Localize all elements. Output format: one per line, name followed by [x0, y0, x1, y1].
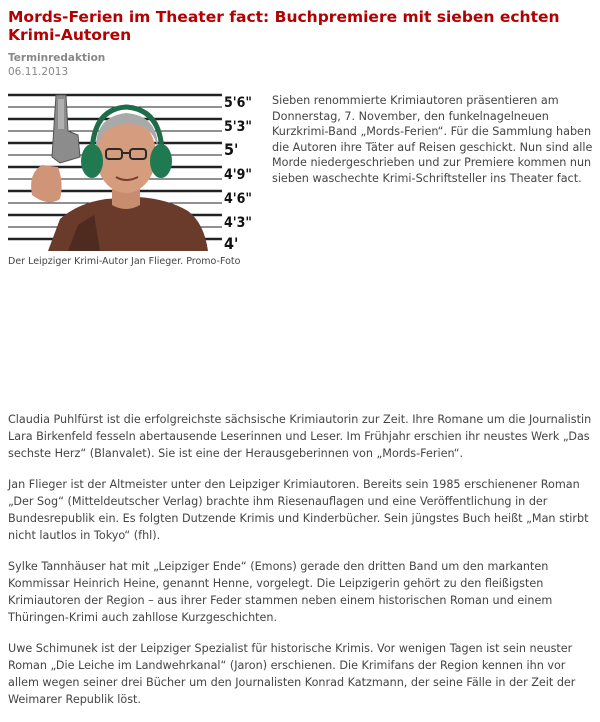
height-mark: 4'9": [224, 167, 252, 183]
article-headline: Mords-Ferien im Theater fact: Buchpremiere mit sieben echten Krimi-Autoren: [8, 8, 560, 44]
height-marks: [224, 95, 252, 251]
headphone-left-cup: [81, 144, 103, 178]
article-date: 06.11.2013: [8, 66, 69, 78]
article-paragraph: Uwe Schimunek ist der Leipziger Spezialist für historische Krimis. Vor wenigen Tagen ist sein neuster Roman „Die Leiche im Landwehrkanal“ (Jaron) erschienen. Die Krimifans der Region kennen ihn vor allem wegen seiner drei Bücher um den Journalisten Konrad Katzmann, der seine Fälle in der Zeit der Weimarer Republik löst.: [8, 642, 576, 706]
pistol-barrel: [58, 99, 64, 129]
height-mark: 4': [224, 234, 239, 251]
headphone-right-cup: [150, 144, 172, 178]
article-intro-text: Sieben renommierte Krimiautoren präsentieren am Donnerstag, 7. November, den funkelnagelneuen Kurzkrimi-Band „Mords-Ferien“. Für die Sammlung haben die Autoren ihre Täter auf Reisen geschickt. Nun sind alle Morde niedergeschrieben und zur Premiere kommen nun sieben waschechte Krimi-Schriftsteller ins Theater fact.: [272, 94, 593, 185]
height-mark: 4'6": [224, 191, 252, 207]
height-mark: 5'6": [224, 95, 252, 111]
height-mark: 5': [224, 140, 239, 159]
article: [8, 8, 592, 722]
article-paragraph: Jan Flieger ist der Altmeister unter den Leipziger Krimiautoren. Bereits sein 1985 erschienener Roman „Der Sog“ (Mitteldeutscher Verlag) brachte ihm Riesenauflagen und eine Veröffentlichung in der Bundesrepublik ein. Es folgten Dutzende Krimis und Kinderbücher. Sein jüngstes Buch heißt „Man stirbt nicht lautlos in Tokyo“ (fhl).: [8, 478, 589, 542]
article-paragraph: Sylke Tannhäuser hat mit „Leipziger Ende“ (Emons) gerade den dritten Band um den markanten Kommissar Heinrich Heine, genannt Henne, vorgelegt. Die Leipzigerin gehört zu den fleißigsten Krimiautoren der Region – aus ihrer Feder stammen neben einem historischen Roman und einem Thüringen-Krimi auch zahllose Kurzgeschichten.: [8, 560, 553, 624]
author-photo-figure: [8, 91, 258, 268]
author-photo[interactable]: [8, 91, 258, 251]
lineup-photo-illustration: [8, 91, 258, 251]
article-intro-section: [8, 91, 592, 291]
article-body: [8, 411, 592, 708]
height-mark: 5'3": [224, 119, 252, 135]
hand-shape: [31, 165, 61, 202]
height-mark: 4'3": [224, 215, 252, 231]
article-author: Terminredaktion: [8, 52, 106, 64]
article-paragraph: Claudia Puhlfürst ist die erfolgreichste sächsische Krimiautorin zur Zeit. Ihre Romane um die Journalistin Lara Birkenfeld fesseln abertausende Leserinnen und Leser. Im Frühjahr erschien ihr neustes Werk „Das sechste Herz“ (Blanvalet). Sie ist eine der Herausgeberinnen von „Mords-Ferien“.: [8, 413, 592, 460]
photo-caption: Der Leipziger Krimi-Autor Jan Flieger. Promo-Foto: [8, 256, 241, 267]
